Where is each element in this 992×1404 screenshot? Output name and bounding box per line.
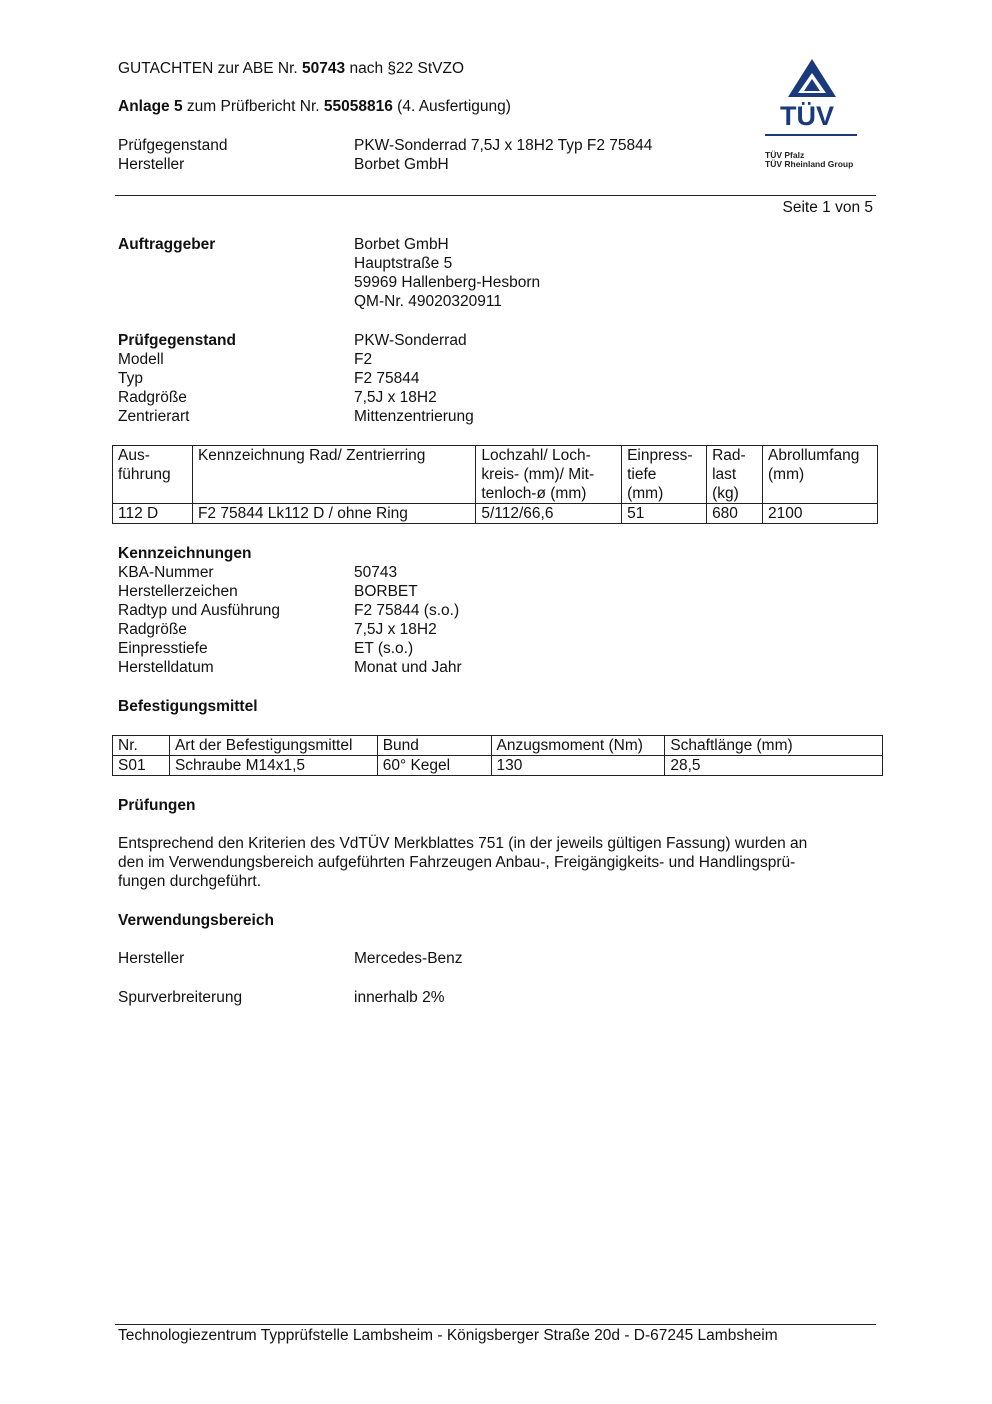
bef-cell: Schraube M14x1,5	[169, 756, 377, 776]
vb-spur-value: innerhalb 2%	[354, 989, 445, 1006]
footer-divider	[115, 1324, 876, 1325]
kz-label: Einpresstiefe	[118, 640, 208, 657]
pg-label-2: Typ	[118, 370, 143, 387]
kz-value: BORBET	[354, 583, 418, 600]
bef-header-cell: Nr.	[113, 736, 170, 756]
bef-cell: S01	[113, 756, 170, 776]
address-line: Hauptstraße 5	[354, 255, 453, 272]
bef-header-cell: Schaftlänge (mm)	[665, 736, 883, 756]
pruefungen-paragraph	[118, 834, 888, 891]
paragraph-line: Entsprechend den Kriterien des VdTÜV Merkblattes 751 (in der jeweils gültigen Fassung) wurden an	[118, 835, 808, 852]
vb-hersteller-label: Hersteller	[118, 950, 185, 967]
rad-cell: 5/112/66,6	[476, 504, 622, 524]
kennzeichnungen-values	[354, 563, 462, 677]
befestigung-title: Befestigungsmittel	[118, 698, 258, 715]
bef-cell: 130	[491, 756, 665, 776]
kennzeichnungen-title: Kennzeichnungen	[118, 545, 252, 562]
tuev-logo	[762, 57, 862, 172]
rad-header-cell: Aus- führung	[113, 446, 193, 504]
pg-value-3: 7,5J x 18H2	[354, 389, 437, 406]
header-divider	[115, 195, 876, 196]
kz-value: F2 75844 (s.o.)	[354, 602, 460, 619]
rad-header-cell: Kennzeichnung Rad/ Zentrierring	[192, 446, 475, 504]
table-row	[113, 504, 878, 524]
kz-value: 50743	[354, 564, 398, 581]
kz-value: 7,5J x 18H2	[354, 621, 437, 638]
rad-cell: 680	[707, 504, 763, 524]
pruefgegenstand-values	[354, 331, 474, 426]
rad-table-header-row	[113, 446, 878, 504]
bef-header-cell: Anzugsmoment (Nm)	[491, 736, 665, 756]
verwendungsbereich-title: Verwendungsbereich	[118, 912, 274, 929]
kz-value: Monat und Jahr	[354, 659, 462, 676]
pruefgegenstand-labels	[118, 331, 236, 426]
rad-cell: 2100	[763, 504, 878, 524]
pg-value-0: PKW-Sonderrad	[354, 332, 467, 349]
tuev-logo-text: TÜV	[780, 101, 834, 131]
vb-spur-label: Spurverbreiterung	[118, 989, 243, 1006]
kz-value: ET (s.o.)	[354, 640, 414, 657]
kz-label: Herstelldatum	[118, 659, 214, 676]
address-line: Borbet GmbH	[354, 236, 449, 253]
pruefungen-title: Prüfungen	[118, 797, 196, 814]
bef-cell: 28,5	[665, 756, 883, 776]
pg-label-3: Radgröße	[118, 389, 187, 406]
bef-header-cell: Bund	[377, 736, 491, 756]
kz-label: KBA-Nummer	[118, 564, 214, 581]
document-title: GUTACHTEN zur ABE Nr. 50743 nach §22 StVZO	[118, 60, 465, 77]
rad-cell: 112 D	[113, 504, 193, 524]
document-subtitle: Anlage 5 zum Prüfbericht Nr. 55058816 (4. Ausfertigung)	[118, 98, 511, 115]
tuev-logo-sub2: TÜV Rheinland Group	[765, 159, 854, 169]
rad-header-cell: Abrollumfang (mm)	[763, 446, 878, 504]
kz-label: Radgröße	[118, 621, 187, 638]
header-hersteller-label: Hersteller	[118, 156, 185, 173]
paragraph-line: fungen durchgeführt.	[118, 873, 262, 890]
pg-label-4: Zentrierart	[118, 408, 190, 425]
address-line: 59969 Hallenberg-Hesborn	[354, 274, 541, 291]
rad-table	[112, 445, 878, 524]
bef-header-cell: Art der Befestigungsmittel	[169, 736, 377, 756]
kz-label: Radtyp und Ausführung	[118, 602, 281, 619]
rad-cell: 51	[622, 504, 707, 524]
pg-label-1: Modell	[118, 351, 164, 368]
header-pg-label: Prüfgegenstand	[118, 137, 228, 154]
page-number: Seite 1 von 5	[782, 199, 873, 216]
header-pg-value: PKW-Sonderrad 7,5J x 18H2 Typ F2 75844	[354, 137, 653, 154]
befestigung-header-row	[113, 736, 883, 756]
header-hersteller-value: Borbet GmbH	[354, 156, 449, 173]
bef-cell: 60° Kegel	[377, 756, 491, 776]
befestigung-table	[112, 735, 883, 776]
address-line: QM-Nr. 49020320911	[354, 293, 502, 310]
paragraph-line: den im Verwendungsbereich aufgeführten Fahrzeugen Anbau-, Freigängigkeits- und Handlingsprü-	[118, 854, 796, 871]
auftraggeber-label: Auftraggeber	[118, 236, 216, 253]
auftraggeber-address	[354, 235, 540, 311]
footer-text: Technologiezentrum Typprüfstelle Lambsheim - Königsberger Straße 20d - D-67245 Lambsheim	[118, 1327, 778, 1344]
kennzeichnungen-labels	[118, 563, 280, 677]
rad-cell: F2 75844 Lk112 D / ohne Ring	[192, 504, 475, 524]
rad-header-cell: Rad- last (kg)	[707, 446, 763, 504]
rad-header-cell: Einpress- tiefe (mm)	[622, 446, 707, 504]
pg-value-2: F2 75844	[354, 370, 420, 387]
kz-label: Herstellerzeichen	[118, 583, 238, 600]
pg-value-1: F2	[354, 351, 373, 368]
rad-header-cell: Lochzahl/ Loch- kreis- (mm)/ Mit- tenloch-ø (mm)	[476, 446, 622, 504]
vb-hersteller-value: Mercedes-Benz	[354, 950, 463, 967]
tuev-logo-sub1: TÜV Pfalz	[765, 150, 805, 160]
table-row	[113, 756, 883, 776]
pg-value-4: Mittenzentrierung	[354, 408, 474, 425]
pg-label-0: Prüfgegenstand	[118, 332, 236, 349]
